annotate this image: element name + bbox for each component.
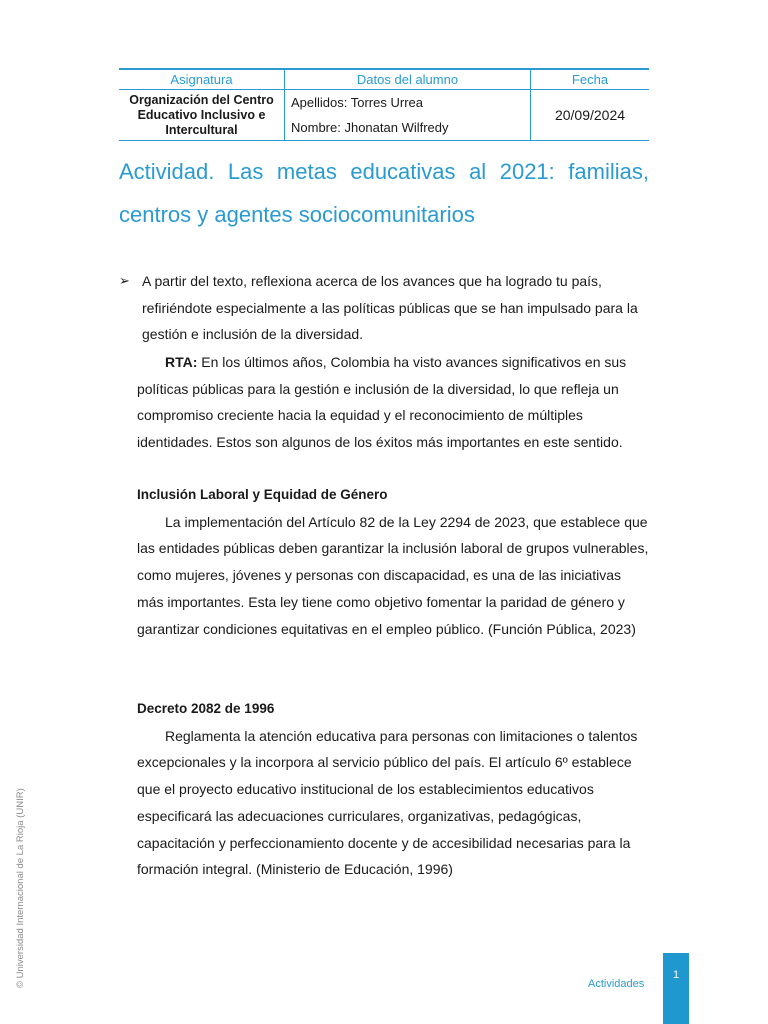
- header-col-fecha: Fecha: [531, 69, 650, 90]
- section-decreto: [137, 696, 649, 883]
- header-table: [119, 68, 649, 141]
- apellidos-value: Apellidos: Torres Urrea: [291, 95, 423, 110]
- asignatura-value: Organización del Centro Educativo Inclusivo e Intercultural: [119, 90, 285, 141]
- answer-paragraph: [137, 349, 649, 456]
- footer-label: Actividades: [588, 978, 645, 990]
- datos-cell: [285, 90, 531, 141]
- section-text: Reglamenta la atención educativa para personas con limitaciones o talentos excepcionales y la incorpora al servicio público del país. El artículo 6º establece que el proyecto educativo institucional de los establecimientos educativos especificará las adecuaciones curriculares, organizativas, pedagógicas, capacitación y perfeccionamiento docente y de accesibilidad necesarias para la formación integral. (Ministerio de Educación, 1996): [137, 727, 638, 878]
- question-text: A partir del texto, reflexiona acerca de los avances que ha logrado tu país, refiriéndote especialmente a las políticas públicas que se han impulsado para la gestión e inclusión de la diversidad.: [142, 273, 638, 343]
- arrow-bullet-icon: ➢: [119, 273, 130, 288]
- section-text: La implementación del Artículo 82 de la Ley 2294 de 2023, que establece que las entidades públicas deben garantizar la inclusión laboral de grupos vulnerables, como mujeres, jóvenes y personas con discapacidad, es una de las iniciativas más importantes. Esta ley tiene como objetivo fomentar la paridad de género y garantizar condiciones equitativas en el empleo público. (Función Pública, 2023): [137, 513, 649, 637]
- answer-block: [137, 349, 649, 456]
- page-number-tab: [663, 953, 689, 1024]
- header-col-asignatura: Asignatura: [119, 69, 285, 90]
- side-copyright: © Universidad Internacional de La Rioja (UNIR): [15, 788, 26, 988]
- header-col-datos: Datos del alumno: [285, 69, 531, 90]
- fecha-value: 20/09/2024: [531, 90, 650, 141]
- section-heading: Inclusión Laboral y Equidad de Género: [137, 487, 388, 502]
- page-title: Actividad. Las metas educativas al 2021: familias, centros y agentes sociocomunitarios: [119, 159, 649, 227]
- page-number: 1: [672, 969, 680, 981]
- answer-text: En los últimos años, Colombia ha visto avances significativos en sus políticas públicas para la gestión e inclusión de la diversidad, lo que refleja un compromiso creciente hacia la equidad y el reconocimiento de múltiples identidades. Estos son algunos de los éxitos más importantes en este sentido.: [137, 354, 627, 451]
- answer-label: RTA:: [165, 354, 198, 370]
- section-inclusion-laboral: [137, 482, 649, 642]
- section-heading: Decreto 2082 de 1996: [137, 701, 275, 716]
- question-item: [119, 268, 654, 348]
- nombre-value: Nombre: Jhonatan Wilfredy: [291, 120, 449, 135]
